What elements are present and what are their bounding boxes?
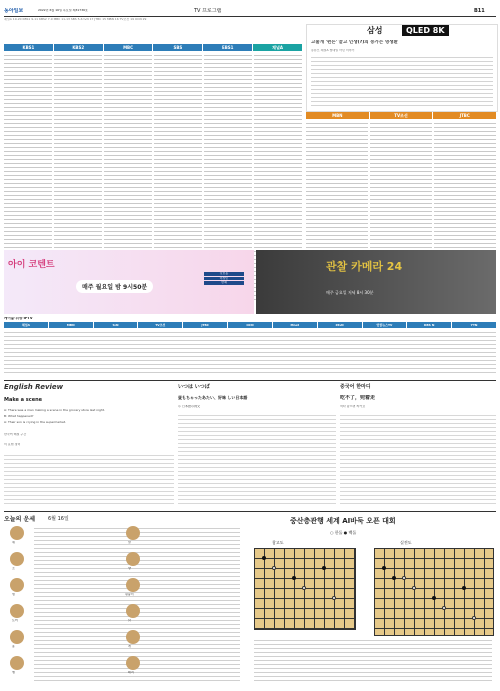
cable-grid <box>4 322 496 377</box>
black-stone <box>292 576 296 580</box>
promo-right-title: 관찰 카메라 24 <box>326 260 403 273</box>
channels-strip: 채널A 19-20 KBS1 9-11 KBS2 7-9 MBC 11-13 SBS 5-6 tvN 17 JTBC 15 MBN 16 TV조선 19 OCN 29 <box>4 18 147 21</box>
baduk-legend: ○ 한돌 ● 백돌 <box>330 530 357 535</box>
white-stone <box>272 566 276 570</box>
japanese-column <box>178 383 336 509</box>
black-stone <box>392 576 396 580</box>
badge: 강호동 <box>204 272 244 276</box>
english-subtitle: Make a scene <box>4 397 43 403</box>
cable-header: OCN <box>228 322 272 328</box>
brand-name: 삼성 <box>367 26 383 35</box>
channel-header: TV조선 <box>370 112 433 119</box>
divider <box>4 380 496 381</box>
chinese-line: 吃不了，兜着走 <box>340 395 376 401</box>
zodiac-icon <box>10 604 24 618</box>
channel-header: MBN <box>306 112 369 119</box>
channel-header: JTBC <box>433 112 496 119</box>
japanese-line: 昼もちゃったあたい、好味 しい日本語 <box>178 395 248 400</box>
brand-bar <box>307 25 497 37</box>
promo-logo: 아이 코텐트 <box>8 260 55 270</box>
zodiac-icon <box>126 526 140 540</box>
promo-banner <box>4 250 496 314</box>
zodiac-list: 쥐 소 범 토끼 용 뱀 <box>4 526 30 686</box>
black-stone <box>432 596 436 600</box>
ad-headline: 고물개 '펀든' 끝고 인생(?)의 풍가는 영생환 <box>311 40 398 45</box>
english-line: A: Their son is crying in the supermarket. <box>4 421 66 424</box>
chinese-line: 먹다 남으면 싸가요 <box>340 405 366 408</box>
cable-header: Mnet <box>273 322 317 328</box>
zodiac-icon <box>126 552 140 566</box>
black-stone <box>262 556 266 560</box>
samsung-ad <box>306 24 498 112</box>
zodiac-icon <box>126 578 140 592</box>
badge: 한혜 <box>204 281 244 285</box>
cable-header: TV조선 <box>138 322 182 328</box>
go-board-right <box>374 548 494 636</box>
host-badges <box>204 272 244 285</box>
promo-left <box>4 250 254 314</box>
fortune-title: 오늘의 운세 <box>4 516 36 523</box>
black-stone <box>382 566 386 570</box>
paper-name: 동아일보 <box>4 8 24 14</box>
cable-header: MBN <box>49 322 93 328</box>
zodiac-icon <box>10 526 24 540</box>
promo-right-sub: 매주 금요일 저녁 8시 30분 <box>326 290 374 295</box>
channel-header: KBS1 <box>4 44 53 51</box>
ad-sub: 유튜브 채널A 썸네일 아닌 이야기 <box>311 49 355 52</box>
cable-header: 연합뉴스TV <box>363 322 407 328</box>
diagram-label: 참고도 <box>272 540 284 545</box>
diagram-label: 실전도 <box>400 540 412 545</box>
baduk-section <box>250 514 496 686</box>
channel-header: 채널A <box>253 44 302 51</box>
section-title: TV 프로그램 <box>194 8 222 14</box>
cable-header: tvN <box>94 322 138 328</box>
divider <box>4 511 496 512</box>
channel-header: KBS2 <box>54 44 103 51</box>
chinese-title: 중국어 한마디 <box>340 384 371 390</box>
white-stone <box>332 596 336 600</box>
fortune-date: 6월 16일 <box>48 516 69 522</box>
cable-header: YTN <box>452 322 496 328</box>
zodiac-icon <box>10 656 24 670</box>
model-badge: QLED 8K <box>402 25 449 36</box>
baduk-title: 중산층관행 세계 AI바둑 오픈 대회 <box>290 517 396 525</box>
issue-date: 2022년 6월 16일 목요일 제31736호 <box>38 9 88 12</box>
white-stone <box>472 616 476 620</box>
english-line: 이 표현 정리 <box>4 443 21 446</box>
channel-header: SBS <box>153 44 202 51</box>
channel-header: EBS1 <box>203 44 252 51</box>
masthead-rule <box>4 16 496 17</box>
zodiac-icon <box>10 552 24 566</box>
chinese-column <box>340 383 496 509</box>
channel-header: MBC <box>104 44 153 51</box>
promo-tag: 매주 월요일 밤 9시50분 <box>76 280 153 293</box>
white-stone <box>442 606 446 610</box>
badge: 이상민 <box>204 277 244 281</box>
english-line: A: There was a man making a scene in the grocery store last night. <box>4 409 105 412</box>
white-stone <box>302 586 306 590</box>
zodiac-list-2: 말 양 원숭이 닭 개 돼지 <box>120 526 146 686</box>
white-stone <box>412 586 416 590</box>
cable-header: XtvN <box>318 322 362 328</box>
black-stone <box>322 566 326 570</box>
cable-strip-title: 케이블·위성·IPTV <box>4 317 33 320</box>
promo-right <box>256 250 496 314</box>
page-number: B11 <box>474 8 485 14</box>
zodiac-icon <box>126 604 140 618</box>
masthead <box>4 6 496 16</box>
english-review <box>4 383 174 509</box>
cable-header: 채널A <box>4 322 48 328</box>
japanese-line: 小 日本語の例文 <box>178 405 200 408</box>
zodiac-icon <box>10 578 24 592</box>
zodiac-icon <box>126 630 140 644</box>
cable-header: JTBC <box>183 322 227 328</box>
zodiac-icon <box>126 656 140 670</box>
cable-header: KBS N <box>407 322 451 328</box>
english-line: B: What happened? <box>4 415 34 418</box>
white-stone <box>402 576 406 580</box>
japanese-title: いつは いつば <box>178 384 210 390</box>
zodiac-icon <box>10 630 24 644</box>
english-title: English Review <box>4 383 64 391</box>
black-stone <box>462 586 466 590</box>
english-line: 한국어 해설 구간 <box>4 433 27 436</box>
